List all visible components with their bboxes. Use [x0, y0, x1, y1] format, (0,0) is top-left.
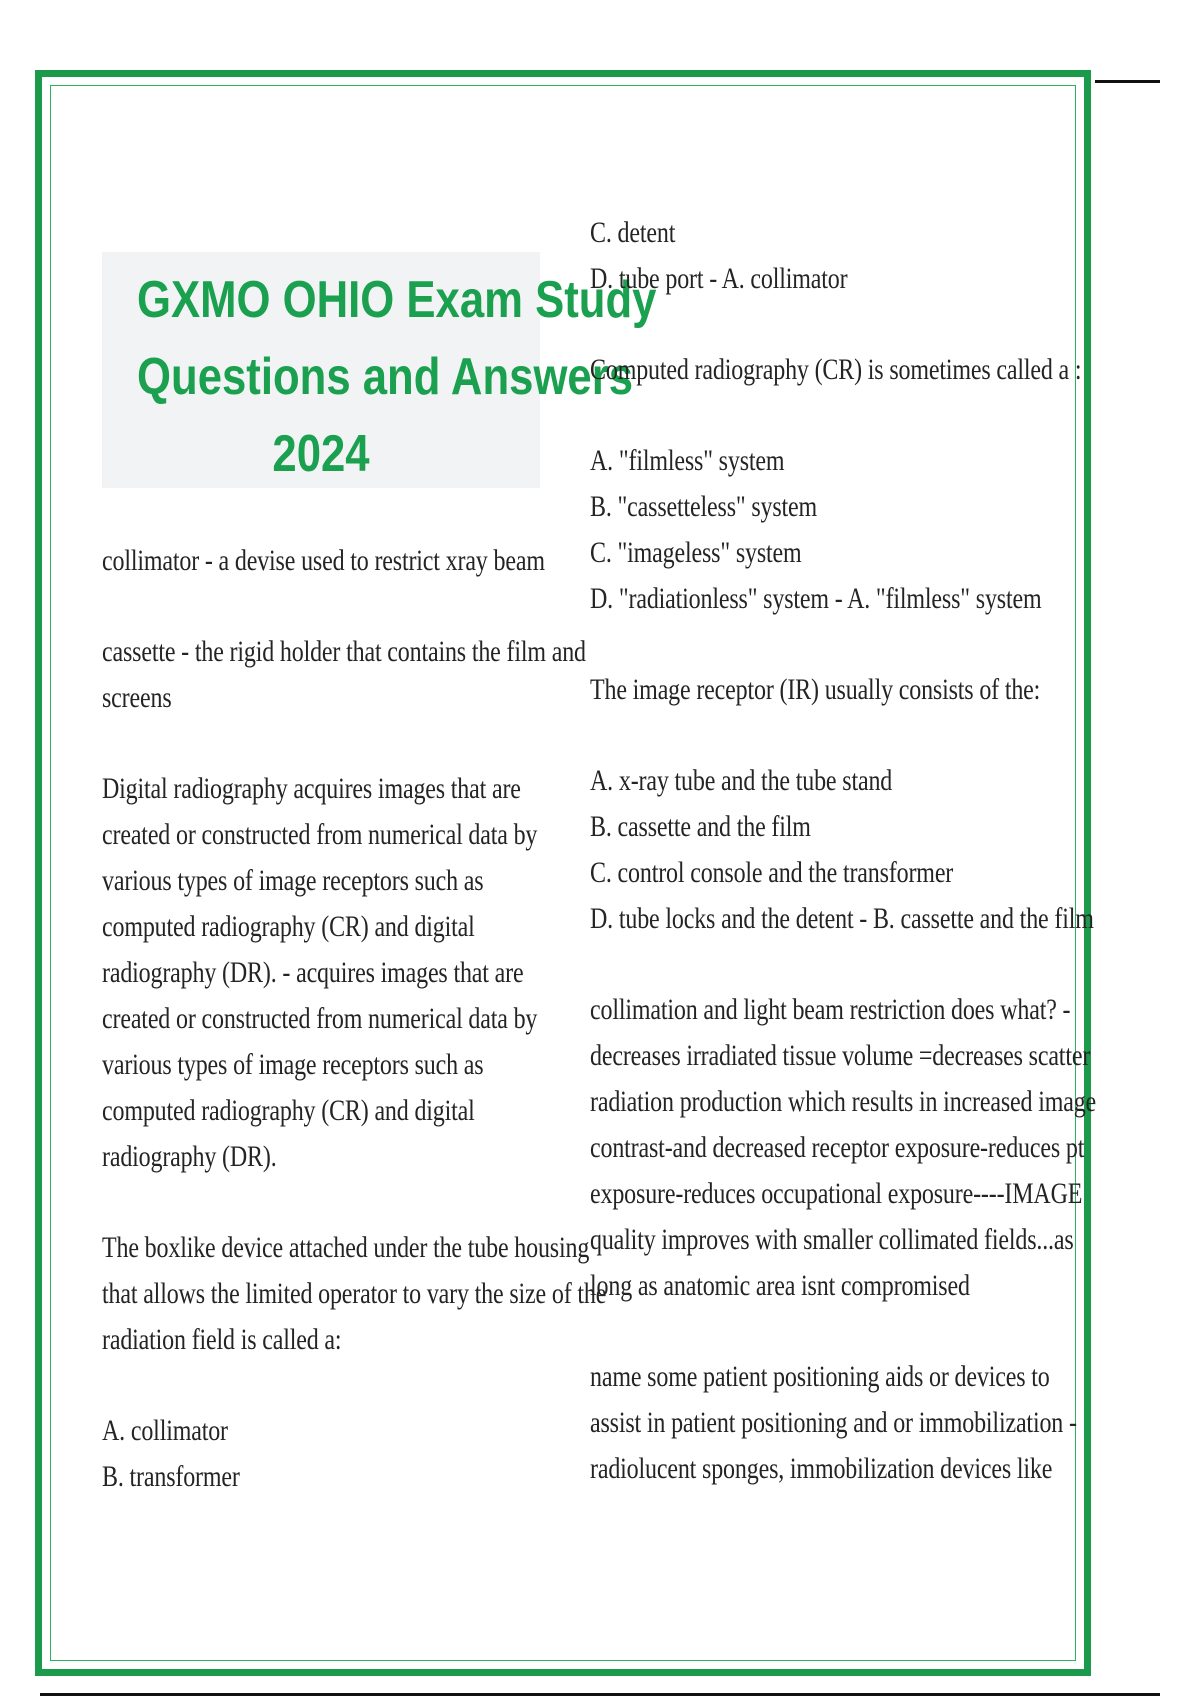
text-line: radiolucent sponges, immobilization devices like [590, 1452, 1053, 1485]
top-rule [1095, 80, 1160, 83]
text-line: assist in patient positioning and or immobilization - [590, 1406, 1077, 1439]
text-line: collimator - a devise used to restrict xray beam [102, 544, 545, 577]
text-line: created or constructed from numerical data by [102, 818, 538, 851]
title-line: GXMO OHIO Exam Study [137, 271, 657, 329]
paragraph-gap [590, 393, 1060, 438]
paragraph-gap [590, 713, 1060, 758]
text-line: contrast-and decreased receptor exposure-reduces pt [590, 1131, 1085, 1164]
text-line: screens [102, 681, 172, 714]
text-line: D. tube port - A. collimator [590, 262, 848, 295]
text-line: radiography (DR). [102, 1140, 277, 1173]
paragraph-gap [590, 302, 1060, 347]
text-line: D. "radiationless" system - A. "filmless" system [590, 582, 1042, 615]
title-box [102, 252, 657, 488]
title-line: Questions and Answers [137, 348, 634, 406]
text-line: A. x-ray tube and the tube stand [590, 764, 893, 797]
text-line: radiation field is called a: [102, 1323, 342, 1356]
text-line: C. "imageless" system [590, 536, 802, 569]
text-line: computed radiography (CR) and digital [102, 1094, 475, 1127]
text-line: The boxlike device attached under the tube housing [102, 1231, 590, 1264]
text-line: that allows the limited operator to vary the size of the [102, 1277, 607, 1310]
text-line: quality improves with smaller collimated fields...as [590, 1223, 1074, 1256]
text-line: name some patient positioning aids or devices to [590, 1360, 1050, 1393]
text-line: D. tube locks and the detent - B. cassette and the film [590, 902, 1094, 935]
text-line: Digital radiography acquires images that are [102, 772, 521, 805]
text-line: B. "cassetteless" system [590, 490, 818, 523]
text-line: long as anatomic area isnt compromised [590, 1269, 970, 1302]
text-line: Computed radiography (CR) is sometimes called a : [590, 353, 1082, 386]
paragraph-gap [102, 1363, 562, 1408]
paragraph-gap [102, 721, 562, 766]
paragraph-gap [590, 1309, 1060, 1354]
right-column [590, 210, 1097, 1492]
paragraph-gap [590, 942, 1060, 987]
paragraph-gap [102, 584, 562, 629]
text-line: cassette - the rigid holder that contains the film and [102, 635, 586, 668]
bottom-rule [40, 1693, 1160, 1696]
text-line: decreases irradiated tissue volume =decreases scatter [590, 1039, 1091, 1072]
paragraph-gap [590, 622, 1060, 667]
text-line: C. control console and the transformer [590, 856, 954, 889]
text-line: radiography (DR). - acquires images that are [102, 956, 524, 989]
left-column [102, 538, 607, 1500]
text-line: various types of image receptors such as [102, 1048, 484, 1081]
paragraph-gap [102, 1180, 562, 1225]
text-line: B. transformer [102, 1460, 240, 1493]
text-line: various types of image receptors such as [102, 864, 484, 897]
text-line: A. "filmless" system [590, 444, 785, 477]
text-line: A. collimator [102, 1414, 228, 1447]
text-line: The image receptor (IR) usually consists of the: [590, 673, 1041, 706]
text-line: exposure-reduces occupational exposure----IMAGE [590, 1177, 1083, 1210]
text-line: C. detent [590, 216, 676, 249]
text-line: computed radiography (CR) and digital [102, 910, 475, 943]
text-line: radiation production which results in increased image [590, 1085, 1097, 1118]
text-line: collimation and light beam restriction does what? - [590, 993, 1071, 1026]
title-line: 2024 [272, 425, 370, 483]
text-line: created or constructed from numerical data by [102, 1002, 538, 1035]
text-line: B. cassette and the film [590, 810, 811, 843]
